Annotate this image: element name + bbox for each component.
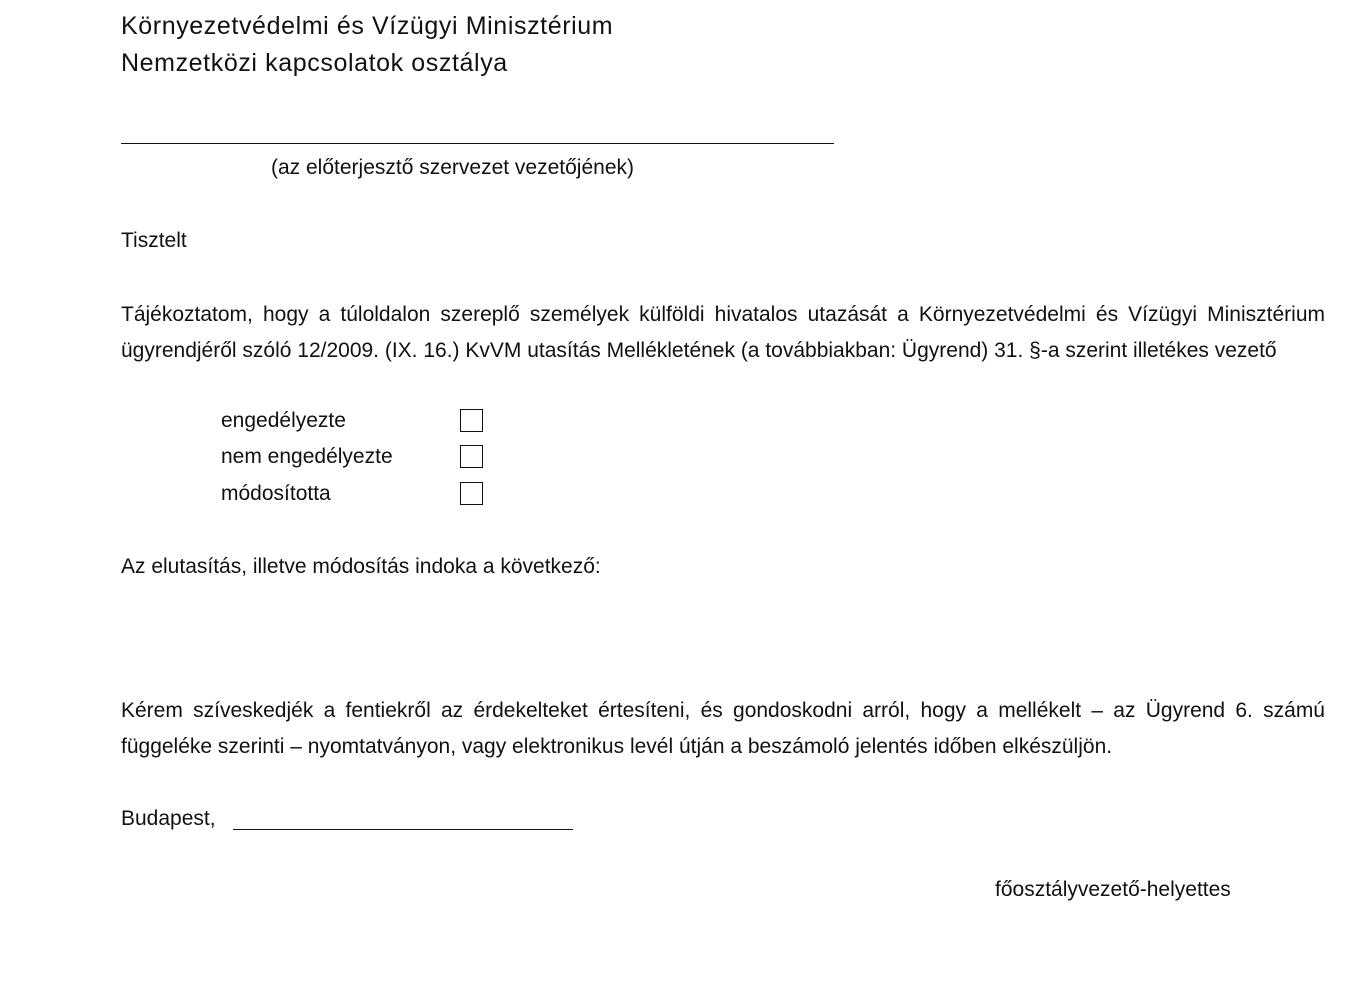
place-label: Budapest, <box>121 807 216 830</box>
approved-checkbox[interactable] <box>460 409 483 432</box>
notice-paragraph: Tájékoztatom, hogy a túloldalon szereplő személyek külföldi hivatalos utazását a Környezetvédelmi és Vízügyi Minisztérium ügyrendjéről szóló 12/2009. (IX. 16.) KvVM utasítás Mellékletének (a továbbiakban: Ügyrend) 31. §-a szerint illetékes vezető <box>121 303 1325 362</box>
option-not-approved-label: nem engedélyezte <box>221 445 393 468</box>
department-name: Nemzetközi kapcsolatok osztálya <box>121 49 508 77</box>
option-approved-label: engedélyezte <box>221 409 346 432</box>
not-approved-checkbox[interactable] <box>460 445 483 468</box>
modified-checkbox[interactable] <box>460 482 483 505</box>
date-line[interactable] <box>233 829 573 830</box>
salutation: Tisztelt <box>121 229 187 252</box>
request-paragraph: Kérem szíveskedjék a fentiekről az érdekelteket értesíteni, és gondoskodni arról, hogy a mellékelt – az Ügyrend 6. számú függeléke szerinti – nyomtatványon, vagy elektronikus levél útján a beszámoló jelentés időben elkészüljön. <box>121 699 1325 758</box>
ministry-name: Környezetvédelmi és Vízügyi Minisztérium <box>121 12 614 40</box>
signature-caption: (az előterjesztő szervezet vezetőjének) <box>271 156 634 179</box>
reason-label: Az elutasítás, illetve módosítás indoka a következő: <box>121 555 601 578</box>
signer-title: főosztályvezető-helyettes <box>995 878 1231 901</box>
option-modified-label: módosította <box>221 482 331 505</box>
signature-line[interactable] <box>121 143 834 144</box>
